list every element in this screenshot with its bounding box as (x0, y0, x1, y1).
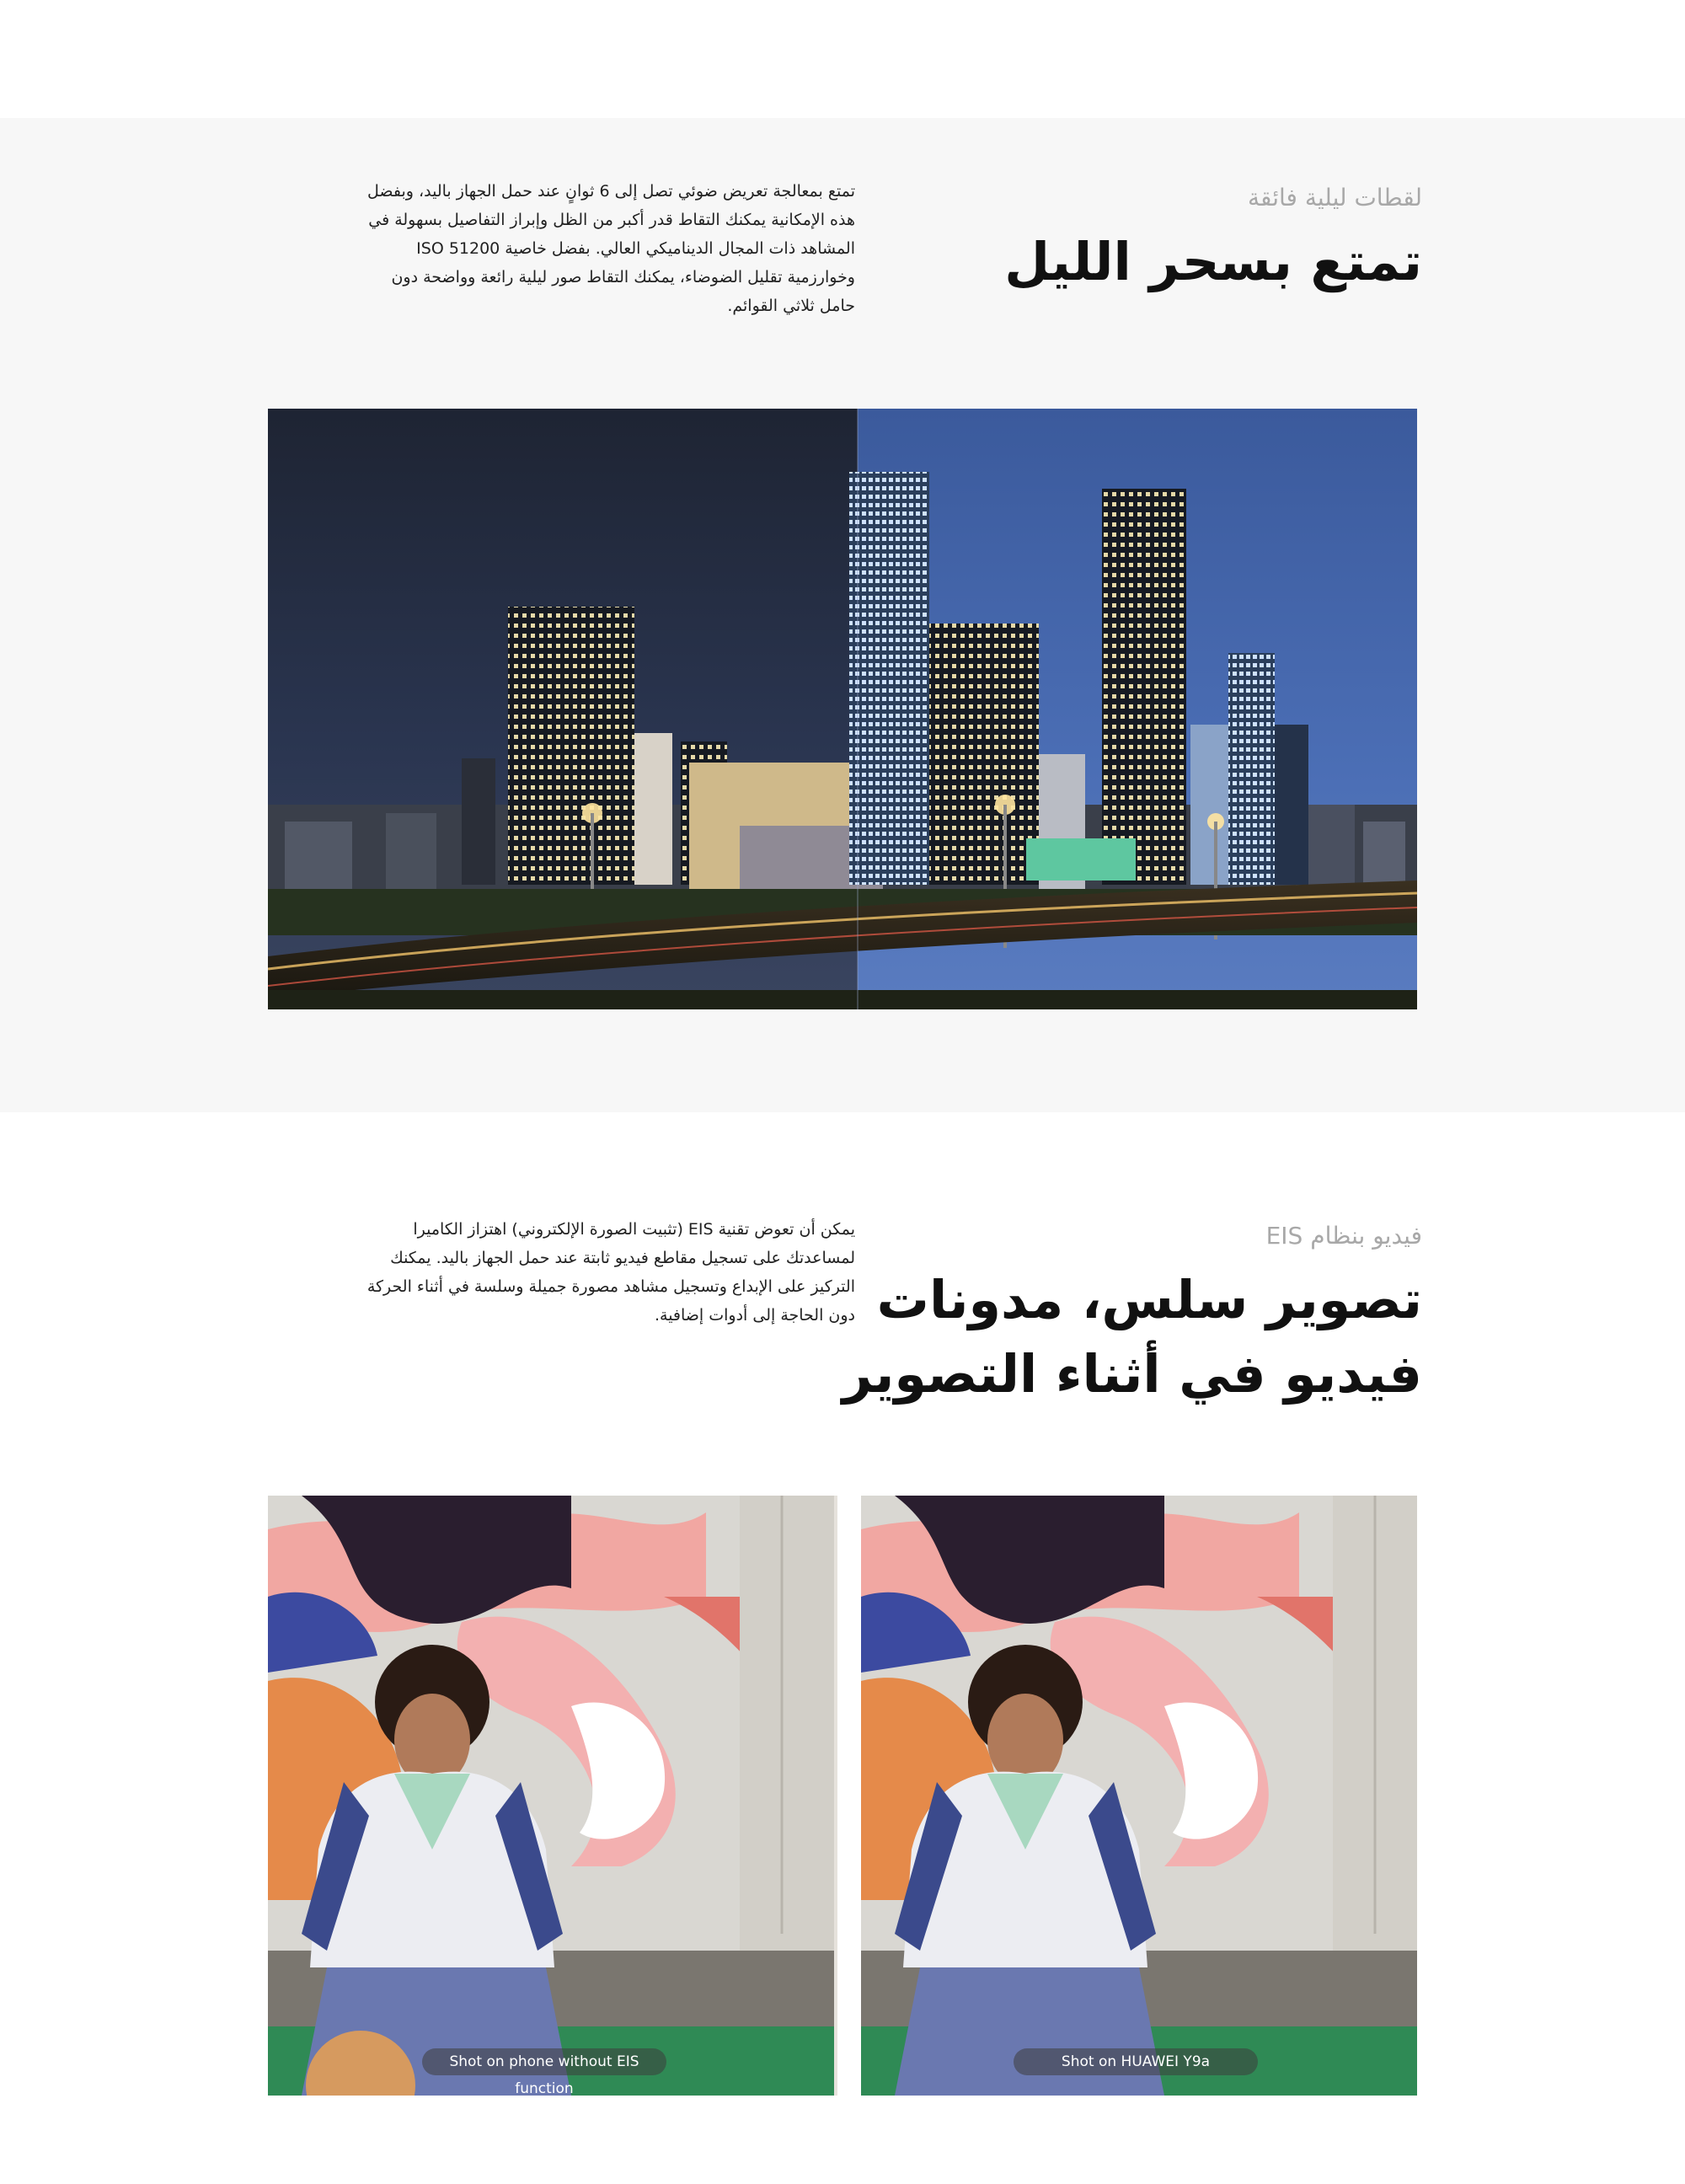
night-description: تمتع بمعالجة تعريض ضوئي تصل إلى 6 ثوانٍ عند حمل الجهاز باليد، وبفضل هذه الإمكانية يمكنك التقاط قدر أكبر من الظل وإبراز التفاصيل بسهولة في المشاهد ذات المجال الديناميكي العالي. بفضل خاصية ISO 51200 وخوارزمية تقليل الضوضاء، يمكنك التقاط صور ليلية رائعة وواضحة دون حامل ثلاثي القوائم. (367, 182, 855, 315)
night-city-comparison-image (268, 409, 1417, 1009)
caption-without-eis: Shot on phone without EIS function (422, 2048, 666, 2075)
eis-headline-line1: تصوير سلس، مدونات (876, 1269, 1422, 1330)
eis-description: يمكن أن تعوض تقنية EIS (تثبيت الصورة الإلكتروني) اهتزاز الكاميرا لمساعدتك على تسجيل مقاطع فيديو ثابتة عند حمل الجهاز باليد. يمكنك التركيز على الإبداع وتسجيل مشاهد مصورة جميلة وسلسة في أثناء الحركة دون الحاجة إلى أدوات إضافية. (366, 1220, 855, 1325)
eis-headline-line2: فيديو في أثناء التصوير (842, 1343, 1422, 1405)
night-headline: تمتع بسحر الليل (1004, 231, 1422, 292)
eis-comparison-image (268, 1496, 1417, 2096)
night-kicker: لقطات ليلية فائقة (1248, 184, 1422, 211)
eis-kicker: فيديو بنظام EIS (1265, 1222, 1422, 1250)
caption-huawei-y9a: Shot on HUAWEI Y9a (1014, 2048, 1258, 2075)
eis-video-section (0, 1112, 1685, 2184)
night-shot-section (0, 118, 1685, 1112)
